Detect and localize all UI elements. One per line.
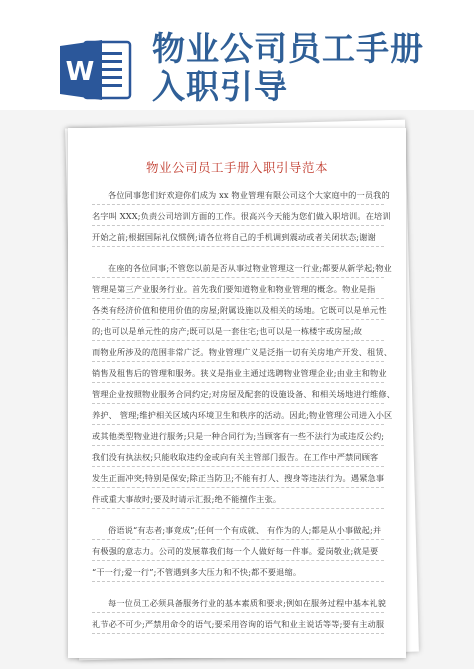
- line-separator: [92, 277, 384, 278]
- line-separator: [92, 225, 384, 226]
- line-separator: [92, 246, 384, 247]
- line-separator: [92, 382, 384, 383]
- document-line: 销售及租售后的管理和服务。狭义是指业主通过选聘物业管理企业;由业主和物业: [92, 368, 387, 378]
- line-separator: [92, 633, 384, 634]
- document-line: 我们没有执法权;只能收取违约金或向有关主管部门报告。在工作中严禁同顾客: [92, 452, 379, 462]
- document-line: 俗语说“有志者;事竟成”;任何一个有成就、 有作为的人;都是从小事做起;并: [108, 525, 382, 535]
- line-separator: [92, 581, 384, 582]
- banner-title-line2: 入职引导: [152, 67, 288, 106]
- line-separator: [92, 298, 384, 299]
- banner: [0, 0, 474, 110]
- line-separator: [92, 340, 384, 341]
- word-icon: [58, 38, 132, 102]
- document-line: 或其他类型物业进行服务;只是一种合同行为;当顾客有一些不法行为或违反公约;: [92, 431, 385, 441]
- document-line: 管理企业按照物业服务合同约定;对房屋及配套的设施设备、和相关场地进行维修、: [92, 389, 396, 399]
- document-line: 在座的各位同事;不管您以前是否从事过物业管理这一行业;都要从新学起;物业: [108, 263, 392, 273]
- document-line: 有极强的意志力。公司的发展靠我们每一个人做好每一件事。爱岗敬业;就是要: [92, 546, 379, 556]
- document-line: 养护、 管理;维护相关区域内环境卫生和秩序的活动。因此;物业管理公司进入小区: [92, 410, 393, 420]
- line-separator: [92, 612, 384, 613]
- line-separator: [92, 539, 384, 540]
- document-page: [68, 128, 406, 658]
- document-line: 而物业所涉及的范围非常广泛。物业管理广义是泛指一切有关房地产开发、租赁、: [92, 347, 393, 357]
- word-icon-letter: W: [65, 57, 95, 87]
- document-line: 开始之前;根据国际礼仪惯例;请各位将自己的手机调到震动或者关闭状态;谢谢: [92, 232, 376, 242]
- document-line: 管理是第三产业服务行业。首先我们要知道物业和物业管理的概念。物业是指: [92, 284, 376, 294]
- line-separator: [92, 560, 384, 561]
- banner-title-line1: 物业公司员工手册: [152, 29, 424, 68]
- document-line: 名字叫 XXX;负责公司培训方面的工作。很高兴今天能为您们做入职培训。在培训: [92, 211, 391, 221]
- document-line: 发生正面冲突;特别是保安;除正当防卫;不能有打人、搜身等违法行为。遇紧急事: [92, 473, 385, 483]
- line-separator: [92, 466, 384, 467]
- line-separator: [92, 508, 384, 509]
- line-separator: [92, 403, 384, 404]
- document-title: 物业公司员工手册入职引导范本: [145, 160, 328, 175]
- document-line: 件或重大事故时;要及时请示汇报;绝不能擅作主张。: [92, 494, 282, 504]
- document-line: 的;也可以是单元性的房产;既可以是一套住宅;也可以是一栋楼宇或房屋;故: [92, 326, 363, 336]
- line-separator: [92, 487, 384, 488]
- line-separator: [92, 319, 384, 320]
- line-separator: [92, 445, 384, 446]
- document-line: 各位同事您们好欢迎你们成为 xx 物业管理有限公司这个大家庭中的一员我的: [108, 190, 390, 200]
- document-line: 每一位员工必须具备服务行业的基本素质和要求;例如在服务过程中基本礼貌: [108, 598, 387, 608]
- document-line: 各类有经济价值和使用价值的房屋;附属设施以及相关的场地。它既可以是单元性: [92, 305, 387, 315]
- line-separator: [92, 204, 384, 205]
- line-separator: [92, 361, 384, 362]
- document-line: “干一行;爱一行”;不管遇到多大压力和不快;都不要退缩。: [92, 567, 302, 577]
- document-line: 礼节必不可少;严禁用命令的语气;要采用咨询的语气和业主说话等等;要有主动服: [92, 619, 385, 629]
- line-separator: [92, 424, 384, 425]
